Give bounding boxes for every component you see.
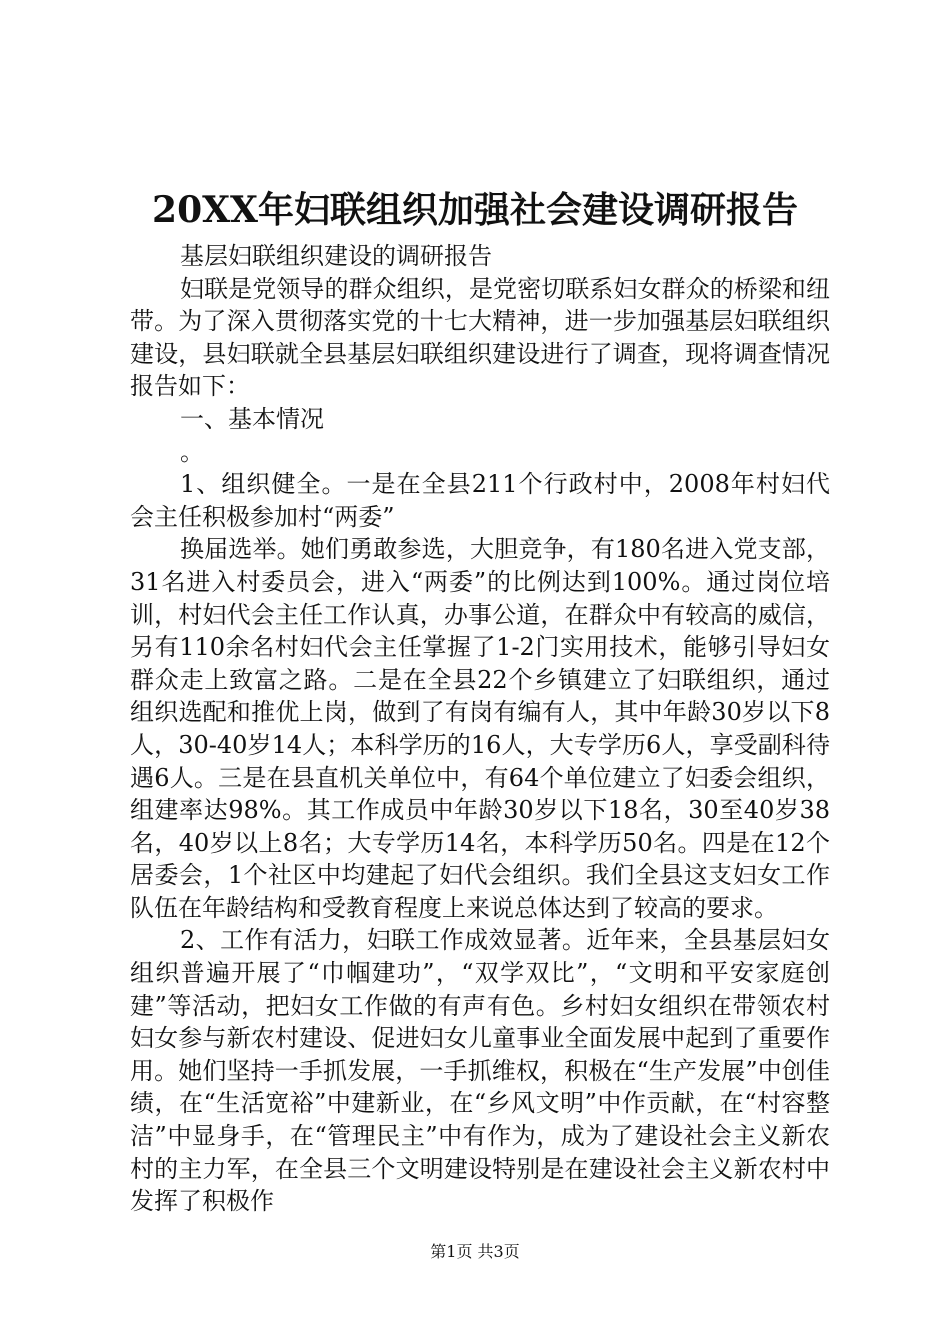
document-body [130, 240, 830, 1218]
stray-mark-paragraph: 。 [180, 437, 204, 466]
body-paragraph: 换届选举。她们勇敢参选，大胆竞争，有180名进入党支部，31名进入村委员会，进入“两委”的比例达到100%。通过岗位培训，村妇代会主任工作认真，办事公道，在群众中有较高的威信，另有110余名村妇代会主任掌握了1-2门实用技术，能够引导妇女群众走上致富之路。二是在全县22个乡镇建立了妇联组织，通过组织选配和推优上岗，做到了有岗有编有人，其中年龄30岁以下8人，30-40岁14人；本科学历的16人，大专学历6人，享受副科待遇6人。三是在县直机关单位中，有64个单位建立了妇委会组织，组建率达98%。其工作成员中年龄30岁以下18名，30至40岁38名，40岁以上8名；大专学历14名，本科学历50名。四是在12个居委会，1个社区中均建起了妇代会组织。我们全县这支妇女工作队伍在年龄结构和受教育程度上来说总体达到了较高的要求。 [130, 535, 830, 922]
intro-paragraph: 妇联是党领导的群众组织，是党密切联系妇女群众的桥梁和纽带。为了深入贯彻落实党的十七大精神，进一步加强基层妇联组织建设，县妇联就全县基层妇联组织建设进行了调查，现将调查情况报告如下： [130, 274, 830, 401]
body-paragraph: 2、工作有活力，妇联工作成效显著。近年来，全县基层妇女组织普遍开展了“巾帼建功”，“双学双比”，“文明和平安家庭创建”等活动，把妇女工作做的有声有色。乡村妇女组织在带领农村妇女参与新农村建设、促进妇女儿童事业全面发展中起到了重要作用。她们坚持一手抓发展，一手抓维权，积极在“生产发展”中创佳绩，在“生活宽裕”中建新业，在“乡风文明”中作贡献，在“村容整洁”中显身手，在“管理民主”中有作为，成为了建设社会主义新农村的主力军，在全县三个文明建设特别是在建设社会主义新农村中发挥了积极作 [130, 926, 830, 1216]
section-heading: 一、基本情况 [180, 404, 324, 433]
document-title: 20XX年妇联组织加强社会建设调研报告 [152, 189, 798, 231]
page-footer: 第1页 共3页 [430, 1242, 520, 1261]
subtitle-paragraph: 基层妇联组织建设的调研报告 [180, 242, 492, 270]
body-paragraph: 1、组织健全。一是在全县211个行政村中，2008年村妇代会主任积极参加村“两委” [130, 470, 830, 531]
